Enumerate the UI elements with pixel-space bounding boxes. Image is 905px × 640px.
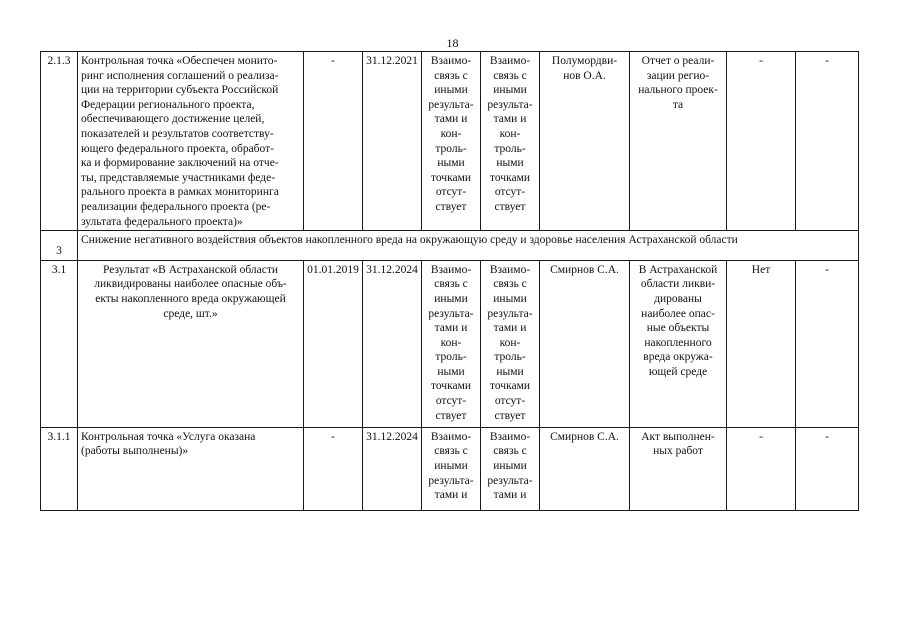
table-row xyxy=(41,52,859,231)
responsible-person: Полумордви- нов О.А. xyxy=(540,52,630,231)
level-control: Нет xyxy=(727,260,796,427)
section-title: Снижение негативного воздействия объектов накопленного вреда на окружающую среду и здоровье населения Астраханской области xyxy=(78,231,859,261)
end-date: 31.12.2024 xyxy=(363,427,422,510)
start-date: 01.01.2019 xyxy=(304,260,363,427)
end-date: 31.12.2024 xyxy=(363,260,422,427)
level-control: - xyxy=(727,427,796,510)
link-results-1: Взаимо- связь с иными результа- тами и xyxy=(422,427,481,510)
link-results-1: Взаимо- связь с иными результа- тами и кон- троль- ными точками отсут- ствует xyxy=(422,52,481,231)
row-name xyxy=(78,260,304,427)
project-plan-table xyxy=(40,51,859,511)
responsible-person: Смирнов С.А. xyxy=(540,260,630,427)
section-row xyxy=(41,231,859,261)
row-name xyxy=(78,427,304,510)
start-date: - xyxy=(304,427,363,510)
link-results-2: Взаимо- связь с иными результа- тами и кон- троль- ными точками отсут- ствует xyxy=(481,260,540,427)
row-name-text: Контрольная точка «Обеспечен монито- ринг исполнения соглашений о реализа- ции на территории субъекта Российской Федерации регионального проекта, обеспечивающего достижение целей, показателей и результатов соответству- ющего федерального проекта, обработ- ка и формирование заключений на отче- ты, представляемые участниками феде- рального проекта в рамках мониторинга реализации федерального проекта (ре- зультата федерального проекта)» xyxy=(81,55,279,228)
row-number: 3.1.1 xyxy=(41,427,78,510)
result-document: Акт выполнен- ных работ xyxy=(630,427,727,510)
extra-column: - xyxy=(796,52,859,231)
start-date: - xyxy=(304,52,363,231)
table-row xyxy=(41,260,859,427)
link-results-2: Взаимо- связь с иными результа- тами и xyxy=(481,427,540,510)
table-row xyxy=(41,427,859,510)
extra-column: - xyxy=(796,260,859,427)
result-document: В Астраханской области ликви- дированы наиболее опас- ные объекты накопленного вреда окружа- ющей среде xyxy=(630,260,727,427)
responsible-person: Смирнов С.А. xyxy=(540,427,630,510)
link-results-1: Взаимо- связь с иными результа- тами и кон- троль- ными точками отсут- ствует xyxy=(422,260,481,427)
row-name xyxy=(78,52,304,231)
link-results-2: Взаимо- связь с иными результа- тами и кон- троль- ными точками отсут- ствует xyxy=(481,52,540,231)
end-date: 31.12.2021 xyxy=(363,52,422,231)
extra-column: - xyxy=(796,427,859,510)
page-number: 18 xyxy=(446,36,459,50)
result-document: Отчет о реали- зации регио- нального проек- та xyxy=(630,52,727,231)
row-number: 3.1 xyxy=(41,260,78,427)
row-name-text: Контрольная точка «Услуга оказана (работы выполнены)» xyxy=(81,430,256,458)
row-number: 2.1.3 xyxy=(41,52,78,231)
row-name-text: Результат «В Астраханской области ликвидированы наиболее опасные объ- екты накопленного вреда окружающей среде, шт.» xyxy=(94,263,287,320)
section-number: 3 xyxy=(41,231,78,261)
level-control: - xyxy=(727,52,796,231)
